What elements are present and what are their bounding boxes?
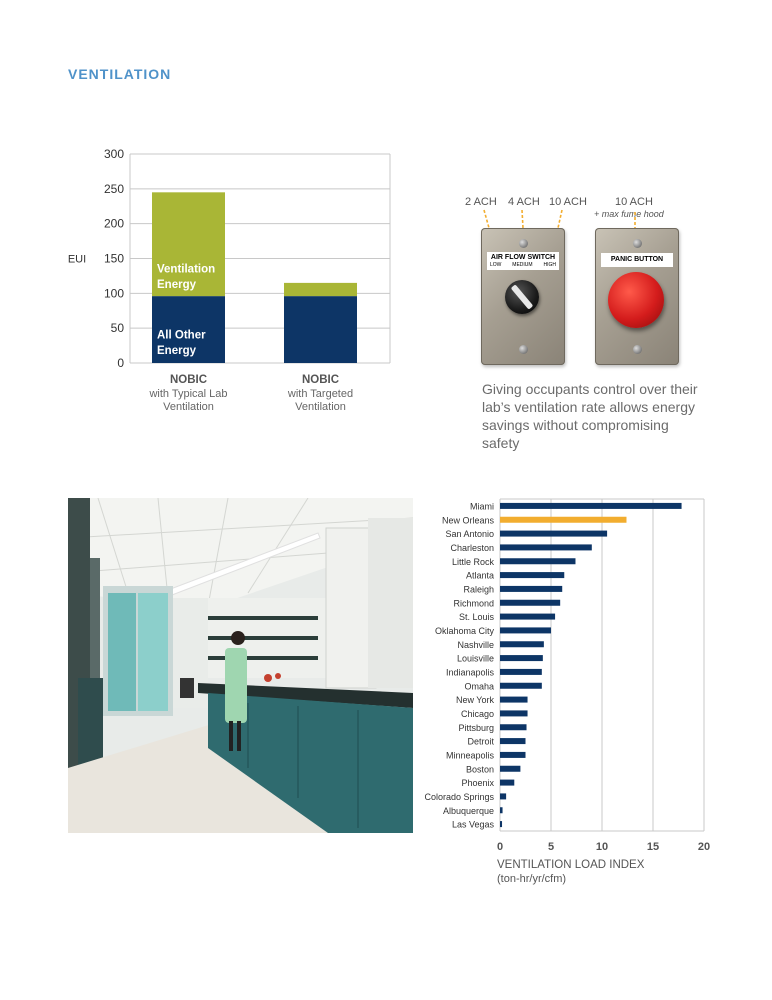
vli-bar — [500, 531, 607, 537]
category-name: NOBIC — [169, 374, 208, 386]
bar-other-energy — [284, 296, 357, 363]
vli-bar — [500, 821, 502, 827]
vli-city-label: Richmond — [453, 598, 494, 609]
vli-city-label: Detroit — [467, 736, 494, 747]
knob-pointer — [511, 284, 534, 309]
other-energy-label: Energy — [157, 344, 196, 357]
vli-bar — [500, 627, 551, 633]
vli-city-label: San Antonio — [445, 529, 494, 540]
vli-city-label: Atlanta — [465, 570, 494, 581]
vli-city-label: Chicago — [460, 708, 494, 719]
vli-city-label: Oklahoma City — [434, 625, 494, 636]
other-energy-label: All Other — [157, 329, 206, 342]
eui-y-tick-label: 0 — [117, 356, 124, 370]
ventilation-energy-label: Ventilation — [157, 263, 216, 276]
air-flow-switch-label — [487, 252, 559, 270]
vli-bar — [500, 724, 527, 730]
medium-setting-label: MEDIUM — [512, 262, 533, 268]
category-subtitle: with Targeted — [287, 388, 354, 400]
eui-y-tick-label: 250 — [103, 181, 124, 196]
vli-bar — [500, 600, 560, 606]
vli-bar — [500, 669, 542, 675]
bottom-screw — [633, 345, 642, 354]
vli-city-label: St. Louis — [458, 612, 494, 623]
vli-bar — [500, 738, 526, 744]
category-subtitle: Ventilation — [163, 401, 214, 413]
ventilation-energy-label: Energy — [157, 278, 196, 291]
vli-bar — [500, 683, 542, 689]
vli-x-tick-label: 5 — [547, 841, 555, 853]
vli-city-label: Little Rock — [451, 556, 494, 567]
category-subtitle: Ventilation — [295, 401, 346, 413]
vli-city-label: Phoenix — [461, 778, 494, 789]
vli-x-axis-title: VENTILATION LOAD INDEX — [497, 859, 645, 871]
vli-city-label: Minneapolis — [445, 750, 494, 761]
vli-bar — [500, 614, 555, 620]
eui-y-axis-label: EUI — [67, 253, 87, 266]
vli-bar — [500, 586, 562, 592]
category-subtitle: with Typical Lab — [149, 388, 228, 400]
top-screw — [633, 239, 642, 248]
vli-city-label: New York — [455, 695, 494, 706]
vli-bar — [500, 793, 506, 799]
vli-x-tick-label: 15 — [646, 841, 660, 853]
vli-city-label: Boston — [465, 764, 494, 775]
ach-4-label: 4 ACH — [508, 196, 540, 208]
eui-stacked-bar-chart — [50, 140, 430, 430]
panic-button-plate — [595, 228, 679, 365]
ach-2-label: 2 ACH — [465, 196, 497, 208]
top-screw — [519, 239, 528, 248]
vli-city-label: Colorado Springs — [424, 791, 494, 802]
section-title: VENTILATION — [68, 66, 172, 82]
eui-y-tick-label: 200 — [103, 216, 124, 231]
eui-y-tick-label: 50 — [110, 321, 124, 336]
vli-city-label: Nashville — [457, 639, 494, 650]
ventilation-load-index-chart — [410, 490, 740, 890]
vli-x-tick-label: 10 — [595, 841, 609, 853]
bottom-screw — [519, 345, 528, 354]
vli-x-tick-label: 20 — [697, 841, 711, 853]
vli-city-label: Omaha — [464, 681, 494, 692]
vli-bar — [500, 544, 592, 550]
vli-city-label: Las Vegas — [451, 819, 494, 830]
fume-hood-note: + max fume hood — [594, 209, 664, 219]
selector-knob — [505, 280, 539, 314]
vli-bar — [500, 807, 503, 813]
ach-10-label: 10 ACH — [549, 196, 587, 208]
air-flow-switch-plate — [481, 228, 565, 365]
vli-city-label: Louisville — [456, 653, 494, 664]
vli-bar — [500, 572, 564, 578]
ach-10-panic-label: 10 ACH — [615, 196, 653, 208]
lab-photo — [68, 498, 413, 833]
vli-city-label: Raleigh — [463, 584, 494, 595]
vli-x-axis-unit: (ton-hr/yr/cfm) — [497, 873, 567, 885]
eui-y-tick-label: 150 — [103, 251, 124, 266]
vli-bar — [500, 780, 514, 786]
vli-city-label: Miami — [470, 501, 494, 512]
vli-city-label: Indianapolis — [445, 667, 494, 678]
panic-button-label: PANIC BUTTON — [601, 253, 673, 267]
vli-bar — [500, 766, 520, 772]
vli-city-label: Albuquerque — [442, 805, 494, 816]
vli-x-tick-label: 0 — [496, 841, 504, 853]
vli-bar — [500, 517, 626, 523]
vli-city-label: Charleston — [450, 542, 494, 553]
low-setting-label: LOW — [490, 262, 502, 268]
panic-button — [608, 272, 664, 328]
category-name: NOBIC — [301, 374, 340, 386]
air-flow-switch-title: AIR FLOW SWITCH — [490, 254, 556, 261]
vli-bar — [500, 655, 543, 661]
caption: Giving occupants control over their lab’s ventilation rate allows energy savings without compromising safety — [482, 381, 698, 451]
eui-y-tick-label: 300 — [103, 147, 124, 161]
vli-bar — [500, 752, 526, 758]
vli-bar — [500, 641, 544, 647]
eui-y-tick-label: 100 — [103, 286, 124, 301]
vli-bar — [500, 697, 528, 703]
vli-bar — [500, 558, 575, 564]
vli-bar — [500, 710, 528, 716]
high-setting-label: HIGH — [543, 262, 556, 268]
vli-city-label: New Orleans — [441, 515, 494, 526]
vli-city-label: Pittsburg — [458, 722, 494, 733]
bar-ventilation-energy — [284, 283, 357, 296]
vli-bar — [500, 503, 682, 509]
